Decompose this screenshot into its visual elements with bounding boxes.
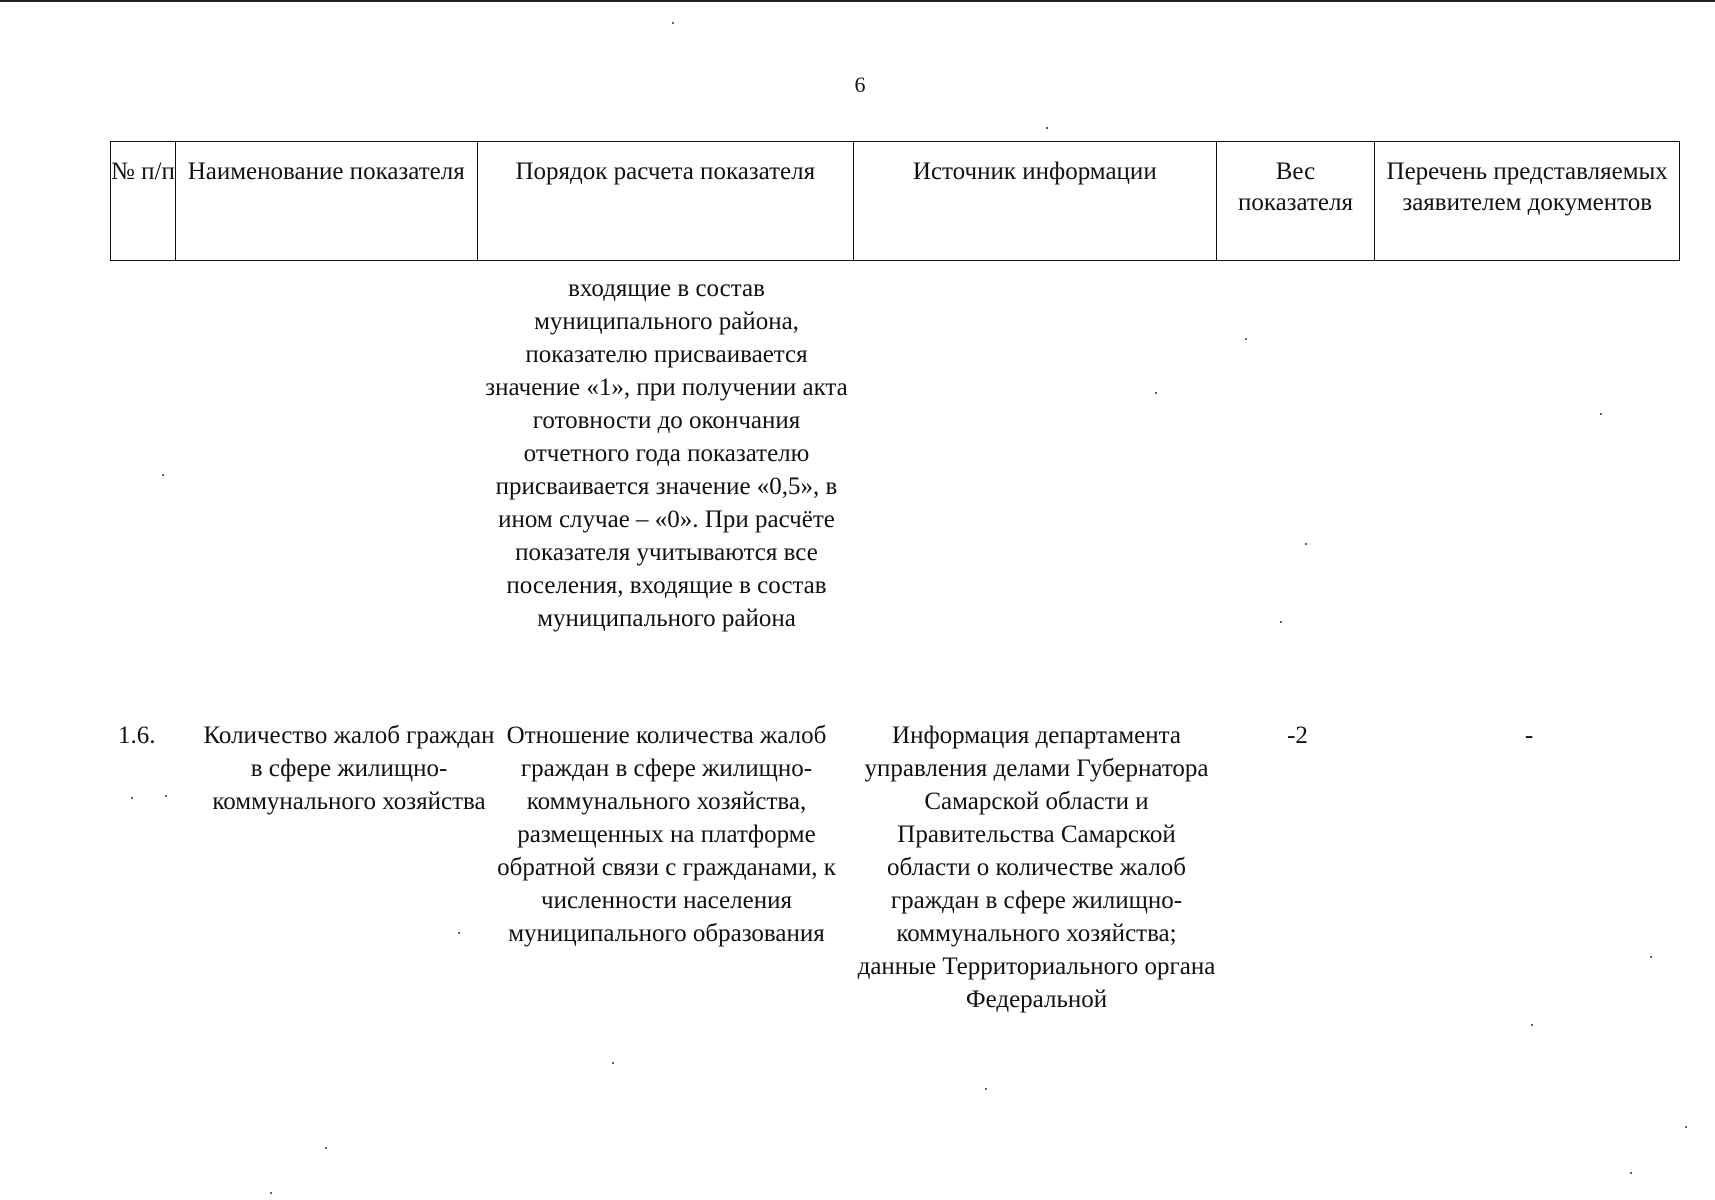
scan-speck <box>1305 543 1307 545</box>
header-calculation-method: Порядок расчета показателя <box>478 142 855 260</box>
scan-speck <box>1630 1172 1632 1174</box>
scan-speck <box>1685 1126 1687 1128</box>
scan-speck <box>985 1088 987 1090</box>
scan-speck <box>165 795 167 797</box>
scan-speck <box>270 1192 272 1194</box>
scan-speck <box>162 474 164 476</box>
scan-speck <box>612 1062 614 1064</box>
row-number: 1.6. <box>118 722 156 749</box>
row-indicator-name: Количество жалоб граждан в сфере жилищно-коммунального хозяйства <box>203 722 495 815</box>
scan-speck <box>1600 413 1602 415</box>
header-number: № п/п <box>111 142 176 260</box>
scan-speck <box>1280 621 1282 623</box>
row-indicator-weight: -2 <box>1287 722 1308 749</box>
top-edge-rule <box>0 0 1715 2</box>
header-information-source: Источник информации <box>854 142 1217 260</box>
header-indicator-weight: Вес показателя <box>1217 142 1376 260</box>
scan-speck <box>325 1147 327 1149</box>
header-indicator-name: Наименование показателя <box>176 142 478 260</box>
row-calculation-method: Отношение количества жалоб граждан в сфере жилищно-коммунального хозяйства, размещенных на платформе обратной связи с гражданами, к численности населения муниципального образования <box>497 722 836 947</box>
scan-speck <box>672 22 674 24</box>
scan-speck <box>1650 956 1652 958</box>
scan-speck <box>1046 127 1048 129</box>
scan-speck <box>1155 392 1157 394</box>
continued-calculation-text: входящие в состав муниципального района, показателю присваивается значение «1», при получении акта готовности до окончания отчетного года показателю присваивается значение «0,5», в ином случае – «0». При расчёте показателя учитываются все поселения, входящие в состав муниципального района <box>485 275 848 632</box>
scan-speck <box>458 932 460 934</box>
page-number: 6 <box>854 72 866 97</box>
row-documents-list: - <box>1524 722 1534 749</box>
scan-speck <box>1531 1024 1533 1026</box>
scan-speck <box>1245 338 1247 340</box>
scan-speck <box>131 797 133 799</box>
row-information-source: Информация департамента управления делами Губернатора Самарской области и Правительства Самарской области о количестве жалоб граждан в сфере жилищно-коммунального хозяйства; данные Территориального органа Федеральной <box>857 722 1216 1013</box>
header-documents-list: Перечень представляемых заявителем документов <box>1386 158 1668 216</box>
table-header <box>110 141 1680 261</box>
